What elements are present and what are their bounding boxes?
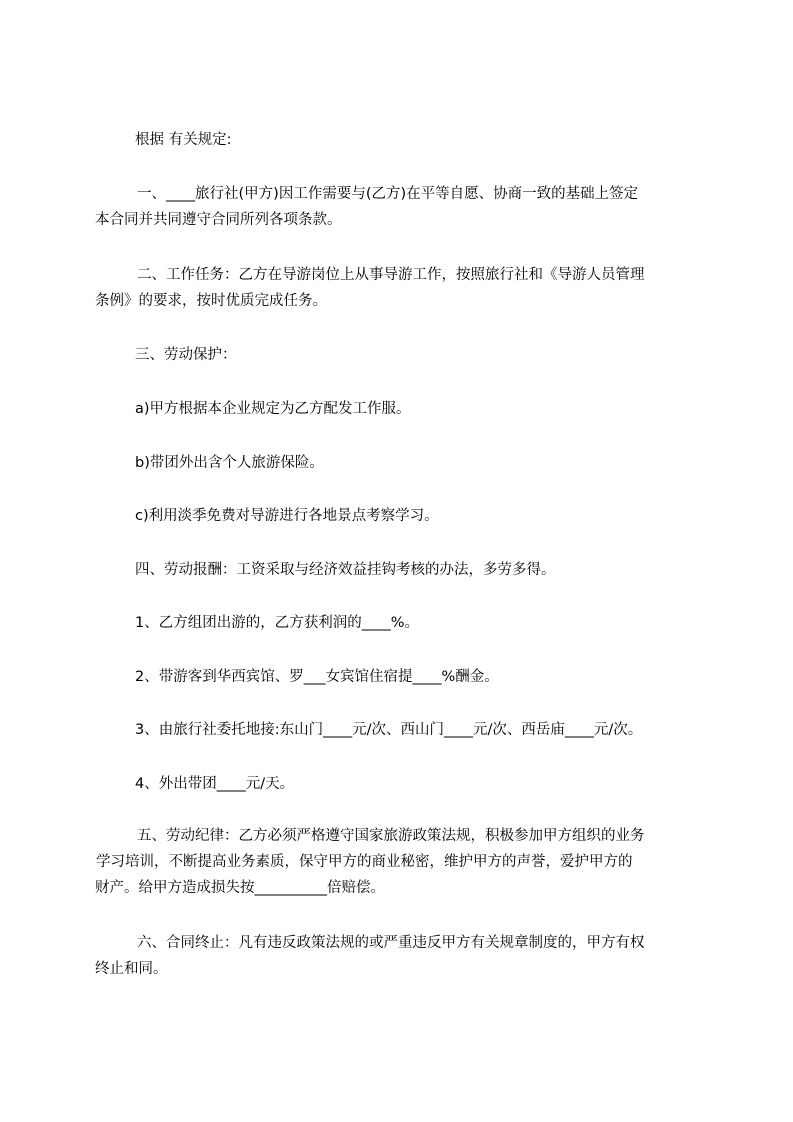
clause-5-line-2: 学习培训，不断提高业务素质，保守甲方的商业秘密，维护甲方的声誉，爱护甲方的 [96,854,633,870]
clause-2-line-1: 二、工作任务：乙方在导游岗位上从事导游工作，按照旅行社和《导游人员管理 [137,267,645,283]
clause-4-item-4: 4、外出带团____元/天。 [135,776,295,792]
clause-1-line-1: 一、____旅行社(甲方)因工作需要与(乙方)在平等自愿、协商一致的基础上签定 [137,186,639,202]
clause-5-line-3: 财产。给甲方造成损失按__________倍赔偿。 [95,880,385,896]
clause-4-item-2: 2、带游客到华西宾馆、罗___女宾馆住宿提____%酬金。 [135,669,499,685]
clause-5-line-1: 五、劳动纪律：乙方必须严格遵守国家旅游政策法规，积极参加甲方组织的业务 [137,828,645,844]
clause-6-line-2: 终止和同。 [95,961,168,977]
clause-4-item-1: 1、乙方组团出游的，乙方获利润的____%。 [135,615,420,631]
clause-4-heading: 四、劳动报酬：工资采取与经济效益挂钩考核的办法，多劳多得。 [135,562,556,578]
clause-3-heading: 三、劳动保护： [135,347,237,363]
clause-2-line-2: 条例》的要求，按时优质完成任务。 [95,293,327,309]
clause-3c-text: c)利用淡季免费对导游进行各地景点考察学习。 [135,508,439,524]
clause-6-line-1: 六、合同终止：凡有违反政策法规的或严重违反甲方有关规章制度的，甲方有权 [137,935,645,951]
clause-1-line-2: 本合同并共同遵守合同所列各项条款。 [95,212,342,228]
intro-text: 根据 有关规定: [135,132,232,148]
clause-3b-text: b)带团外出含个人旅游保险。 [135,455,324,471]
clause-4-item-3: 3、由旅行社委托地接:东山门____元/次、西山门____元/次、西岳庙____元/次。 [135,722,643,738]
clause-3a-text: a)甲方根据本企业规定为乙方配发工作服。 [135,401,411,417]
